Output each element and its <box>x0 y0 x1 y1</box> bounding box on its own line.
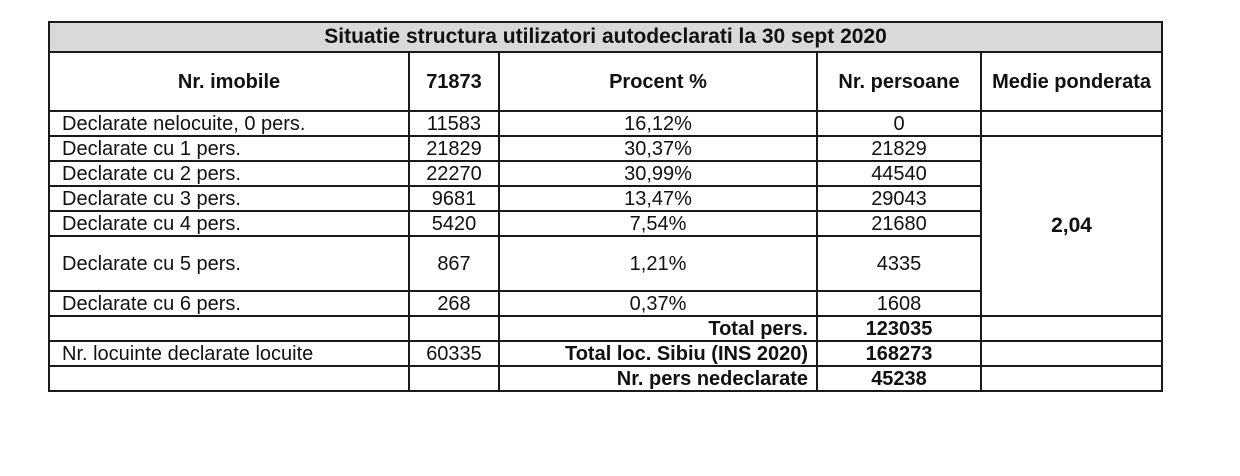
row-label: Declarate cu 4 pers. <box>49 211 409 236</box>
row-count: 867 <box>409 236 499 291</box>
header-medie-ponderata: Medie ponderata <box>981 52 1162 111</box>
structure-table <box>48 21 1163 392</box>
row-persons: 21680 <box>817 211 981 236</box>
header-procent: Procent % <box>499 52 817 111</box>
row-percent: 0,37% <box>499 291 817 316</box>
header-total-imobile: 71873 <box>409 52 499 111</box>
summary-title: Total loc. Sibiu (INS 2020) <box>499 341 817 366</box>
summary-empty <box>981 341 1162 366</box>
summary-count <box>409 366 499 391</box>
summary-empty <box>981 316 1162 341</box>
summary-label <box>49 316 409 341</box>
row-percent: 16,12% <box>499 111 817 136</box>
summary-empty <box>981 366 1162 391</box>
summary-value: 168273 <box>817 341 981 366</box>
row-persons: 4335 <box>817 236 981 291</box>
row-percent: 7,54% <box>499 211 817 236</box>
summary-count: 60335 <box>409 341 499 366</box>
summary-value: 45238 <box>817 366 981 391</box>
row-count: 5420 <box>409 211 499 236</box>
row-percent: 1,21% <box>499 236 817 291</box>
summary-row <box>49 341 1162 366</box>
weighted-average: 2,04 <box>981 136 1162 316</box>
row-label: Declarate cu 5 pers. <box>49 236 409 291</box>
summary-label <box>49 366 409 391</box>
row-label: Declarate cu 2 pers. <box>49 161 409 186</box>
table-row <box>49 111 1162 136</box>
header-nr-persoane: Nr. persoane <box>817 52 981 111</box>
summary-label: Nr. locuinte declarate locuite <box>49 341 409 366</box>
row-label: Declarate cu 3 pers. <box>49 186 409 211</box>
row-count: 268 <box>409 291 499 316</box>
row-count: 21829 <box>409 136 499 161</box>
row-count: 11583 <box>409 111 499 136</box>
table-row <box>49 136 1162 161</box>
row-count: 22270 <box>409 161 499 186</box>
summary-row <box>49 366 1162 391</box>
row-persons: 1608 <box>817 291 981 316</box>
summary-title: Nr. pers nedeclarate <box>499 366 817 391</box>
row-percent: 13,47% <box>499 186 817 211</box>
row-persons: 29043 <box>817 186 981 211</box>
summary-count <box>409 316 499 341</box>
row-label: Declarate nelocuite, 0 pers. <box>49 111 409 136</box>
row-persons: 0 <box>817 111 981 136</box>
row-label: Declarate cu 6 pers. <box>49 291 409 316</box>
row-percent: 30,99% <box>499 161 817 186</box>
row-persons: 44540 <box>817 161 981 186</box>
summary-value: 123035 <box>817 316 981 341</box>
row-count: 9681 <box>409 186 499 211</box>
header-nr-imobile: Nr. imobile <box>49 52 409 111</box>
table-title: Situatie structura utilizatori autodeclarati la 30 sept 2020 <box>49 22 1162 52</box>
summary-row <box>49 316 1162 341</box>
row-average-empty <box>981 111 1162 136</box>
row-percent: 30,37% <box>499 136 817 161</box>
row-label: Declarate cu 1 pers. <box>49 136 409 161</box>
row-persons: 21829 <box>817 136 981 161</box>
summary-title: Total pers. <box>499 316 817 341</box>
